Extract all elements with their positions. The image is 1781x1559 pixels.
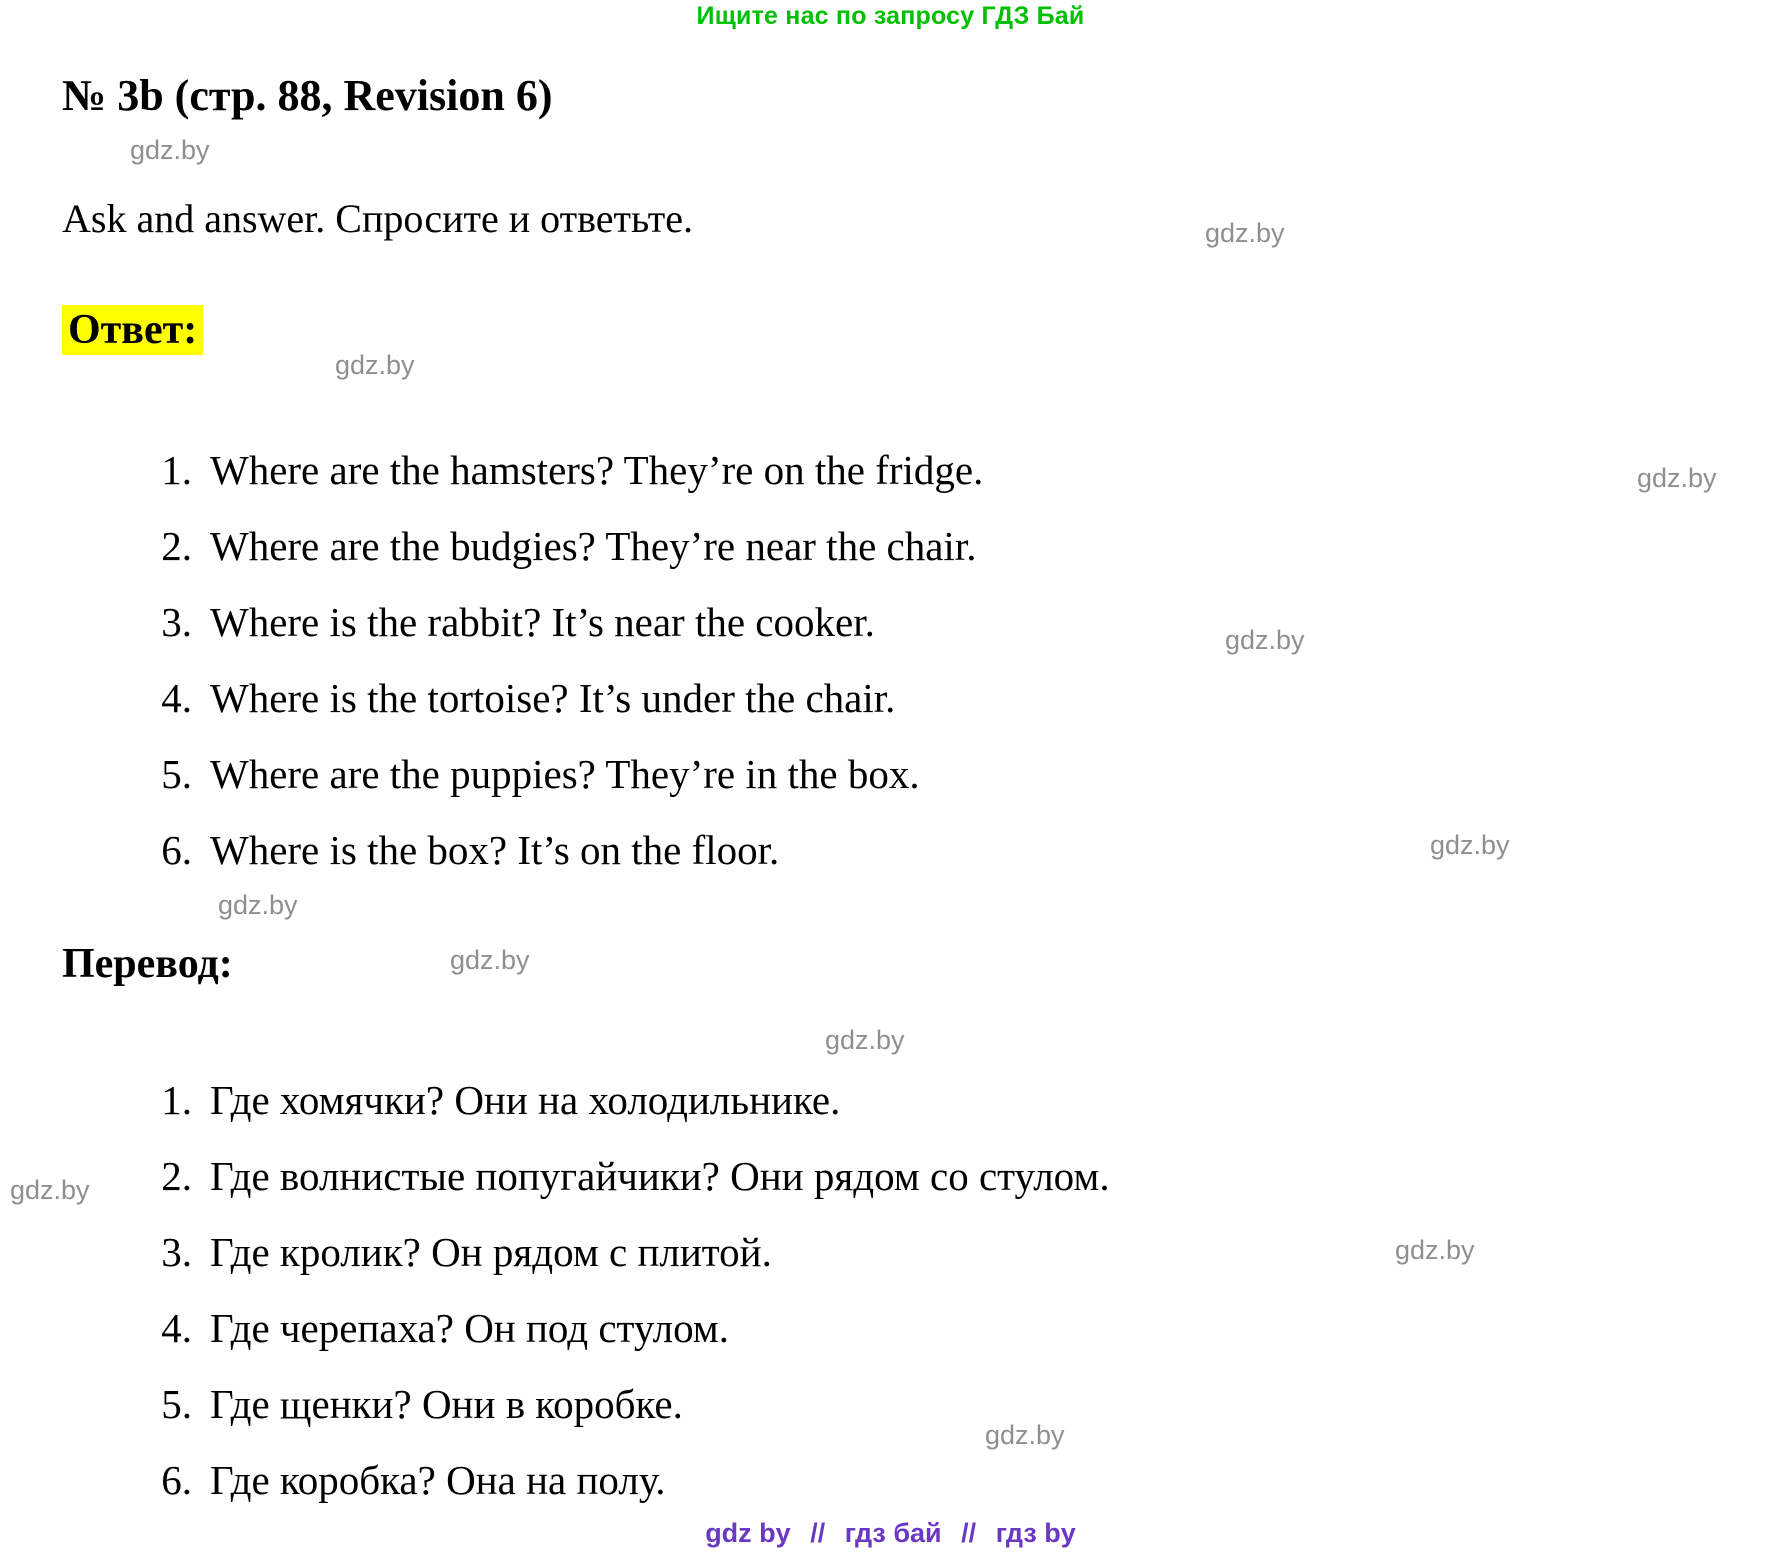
watermark: gdz.by: [10, 1175, 90, 1205]
list-item-text: Где хомячки? Они на холодильнике.: [210, 1077, 841, 1123]
watermark: gdz.by: [335, 350, 415, 380]
list-item-text: Где коробка? Она на полу.: [210, 1457, 666, 1503]
list-item: [130, 1214, 1110, 1290]
page-title: № 3b (стр. 88, Revision 6): [62, 71, 553, 120]
watermark: gdz.by: [1395, 1235, 1475, 1265]
list-item: [130, 660, 983, 736]
list-item-text: Where are the hamsters? They’re on the fridge.: [210, 447, 984, 493]
list-item: [130, 1138, 1110, 1214]
list-item-number: 6.: [161, 827, 192, 873]
footer-separator-1: //: [810, 1518, 826, 1548]
list-item-number: 4.: [161, 1305, 192, 1351]
list-item: [130, 812, 983, 888]
watermark: gdz.by: [130, 135, 210, 165]
list-item-number: 2.: [161, 523, 192, 569]
footer-separator-2: //: [961, 1518, 977, 1548]
top-banner: Ищите нас по запросу ГДЗ Бай: [696, 2, 1085, 30]
list-item-text: Где волнистые попугайчики? Они рядом со стулом.: [210, 1153, 1110, 1199]
list-item-text: Where are the puppies? They’re in the box.: [210, 751, 920, 797]
list-item-text: Где кролик? Он рядом с плитой.: [210, 1229, 772, 1275]
list-item-number: 3.: [161, 599, 192, 645]
list-item-text: Где щенки? Они в коробке.: [210, 1381, 683, 1427]
list-item-number: 2.: [161, 1153, 192, 1199]
task-instruction: Ask and answer. Спросите и ответьте.: [62, 196, 693, 241]
answer-label: Ответ:: [62, 305, 203, 355]
list-item: [130, 584, 983, 660]
watermark: gdz.by: [985, 1420, 1065, 1450]
list-item: [130, 1062, 1110, 1138]
footer-item-3: гдз by: [995, 1518, 1076, 1548]
footer-item-2: гдз бай: [844, 1518, 942, 1548]
list-item-number: 5.: [161, 1381, 192, 1427]
list-item: [130, 736, 983, 812]
watermark: gdz.by: [218, 890, 298, 920]
list-item: [130, 1442, 1110, 1518]
watermark: gdz.by: [1225, 625, 1305, 655]
list-item-text: Где черепаха? Он под стулом.: [210, 1305, 730, 1351]
list-item-number: 1.: [161, 447, 192, 493]
list-item-number: 1.: [161, 1077, 192, 1123]
watermark: gdz.by: [1205, 218, 1285, 248]
list-item-text: Where are the budgies? They’re near the chair.: [210, 523, 977, 569]
translation-label: Перевод:: [62, 941, 233, 987]
list-item: [130, 1366, 1110, 1442]
list-item-text: Where is the box? It’s on the floor.: [210, 827, 780, 873]
list-item-number: 3.: [161, 1229, 192, 1275]
list-item: [130, 1290, 1110, 1366]
footer-item-1: gdz by: [705, 1518, 791, 1548]
watermark: gdz.by: [450, 945, 530, 975]
watermark: gdz.by: [1637, 463, 1717, 493]
list-item-number: 6.: [161, 1457, 192, 1503]
footer: [0, 1518, 1781, 1549]
list-item-text: Where is the tortoise? It’s under the chair.: [210, 675, 896, 721]
list-item-text: Where is the rabbit? It’s near the cooker.: [210, 599, 875, 645]
list-item-number: 5.: [161, 751, 192, 797]
watermark: gdz.by: [825, 1025, 905, 1055]
list-item: [130, 432, 983, 508]
watermark: gdz.by: [1430, 830, 1510, 860]
list-item-number: 4.: [161, 675, 192, 721]
list-item: [130, 508, 983, 584]
answers-english-list: [130, 432, 983, 888]
answers-russian-list: [130, 1062, 1110, 1518]
